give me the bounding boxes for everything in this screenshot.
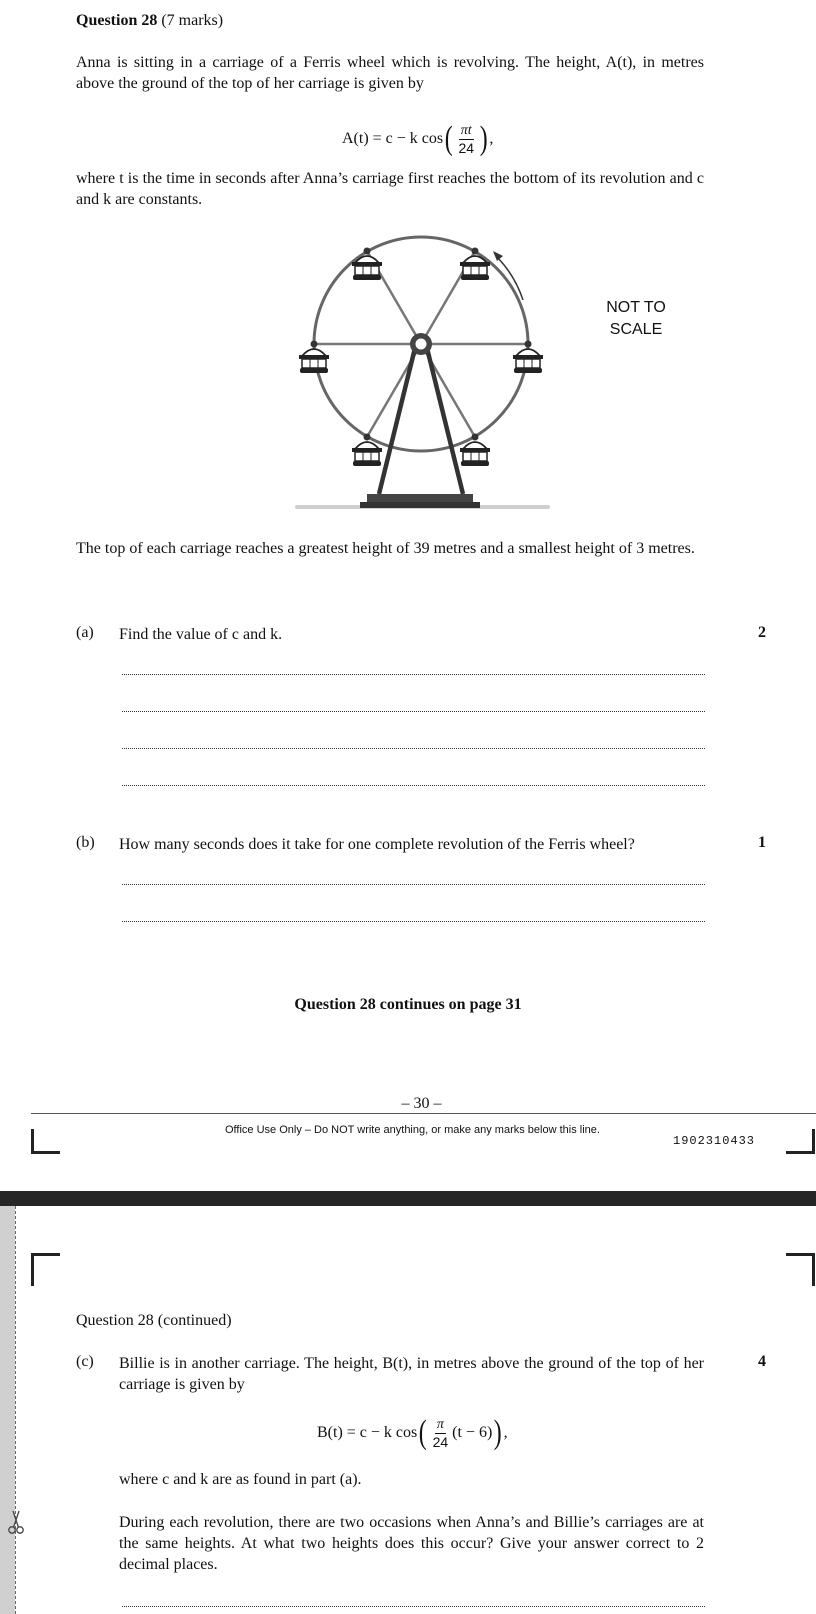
- part-a-label: (a): [76, 624, 94, 641]
- cut-line: [15, 1206, 16, 1614]
- formula-a-fraction: [456, 123, 476, 156]
- office-use-notice: Office Use Only – Do NOT write anything, or make any marks below this line.: [225, 1124, 600, 1136]
- part-c-marks: 4: [758, 1353, 766, 1370]
- page-number: – 30 –: [401, 1095, 442, 1112]
- part-a-text: Find the value of c and k.: [119, 626, 283, 643]
- carriage: [460, 248, 490, 281]
- continues-note: Question 28 continues on page 31: [294, 996, 522, 1013]
- formula-b-numerator: π: [436, 1416, 444, 1432]
- carriage: [513, 341, 543, 374]
- answer-line[interactable]: [122, 748, 705, 749]
- wheel-base: [360, 502, 480, 508]
- support-leg-left: [379, 344, 416, 494]
- page-divider-band: [0, 1191, 816, 1206]
- part-a-marks: 2: [758, 624, 766, 641]
- formula-a: A(t) = c − k cos ( $\frac{\pi t}{24}$ ) ,: [342, 120, 494, 157]
- part-b-marks: 1: [758, 834, 766, 851]
- formula-a-numerator: πt: [460, 122, 472, 138]
- corner-mark-top-right: [786, 1253, 815, 1286]
- formula-a-denominator: 24: [458, 139, 475, 156]
- intro-paragraph: Anna is sitting in a carriage of a Ferris wheel which is revolving. The height, A(t), in metres above the ground of the top of her carriage is given by: [76, 54, 704, 92]
- part-c-label: (c): [76, 1353, 94, 1370]
- ferris-wheel-diagram: [285, 232, 560, 512]
- tear-strip: [0, 1206, 15, 1614]
- corner-mark-bottom-left: [31, 1129, 60, 1154]
- answer-line[interactable]: [122, 1606, 705, 1607]
- barcode-number: 1902310433: [673, 1134, 756, 1148]
- part-c-question: During each revolution, there are two occasions when Anna’s and Billie’s carriages are at the same heights. At what two heights does this occur? Give your answer correct to 2 decimal places.: [119, 1514, 704, 1573]
- formula-a-lhs: A(t) = c − k cos: [342, 130, 444, 147]
- carriage: [460, 434, 490, 467]
- rotation-arrow-head: [493, 251, 503, 261]
- part-c-intro: Billie is in another carriage. The height, B(t), in metres above the ground of the top of her carriage is given by: [119, 1355, 704, 1393]
- answer-line[interactable]: [122, 674, 705, 675]
- wheel-base-top: [367, 494, 473, 502]
- corner-mark-bottom-right: [786, 1129, 815, 1154]
- question-heading: [76, 10, 223, 31]
- formula-b: B(t) = c − k cos ( $\frac{\pi}{24}$ (t − 6) ) ,: [317, 1414, 508, 1451]
- continued-heading: Question 28 (continued): [76, 1312, 232, 1329]
- formula-b-denominator: 24: [432, 1433, 449, 1450]
- answer-line[interactable]: [122, 884, 705, 885]
- scissors-icon: [6, 1508, 26, 1536]
- question-marks: (7 marks): [161, 12, 224, 29]
- corner-mark-top-left: [31, 1253, 60, 1286]
- answer-line[interactable]: [122, 711, 705, 712]
- carriage: [352, 434, 382, 467]
- part-c-where: where c and k are as found in part (a).: [119, 1471, 362, 1488]
- page-footer-divider: [31, 1113, 816, 1114]
- formula-b-fraction: [431, 1417, 451, 1450]
- question-number: Question 28: [76, 12, 158, 29]
- carriage: [299, 341, 329, 374]
- part-b-label: (b): [76, 834, 95, 851]
- formula-b-lhs: B(t) = c − k cos: [317, 1424, 418, 1441]
- support-leg-right: [426, 344, 463, 494]
- not-to-scale-label: NOT TO SCALE: [606, 299, 666, 338]
- rotation-arrow: [498, 258, 523, 300]
- heights-paragraph: The top of each carriage reaches a greatest height of 39 metres and a smallest height of 3 metres.: [76, 540, 695, 557]
- answer-line[interactable]: [122, 921, 705, 922]
- answer-line[interactable]: [122, 785, 705, 786]
- formula-b-shift: (t − 6): [452, 1424, 493, 1441]
- carriage: [352, 248, 382, 281]
- part-b-text: How many seconds does it take for one complete revolution of the Ferris wheel?: [119, 836, 635, 853]
- where-paragraph: where t is the time in seconds after Anna’s carriage first reaches the bottom of its revolution and c and k are constants.: [76, 170, 704, 208]
